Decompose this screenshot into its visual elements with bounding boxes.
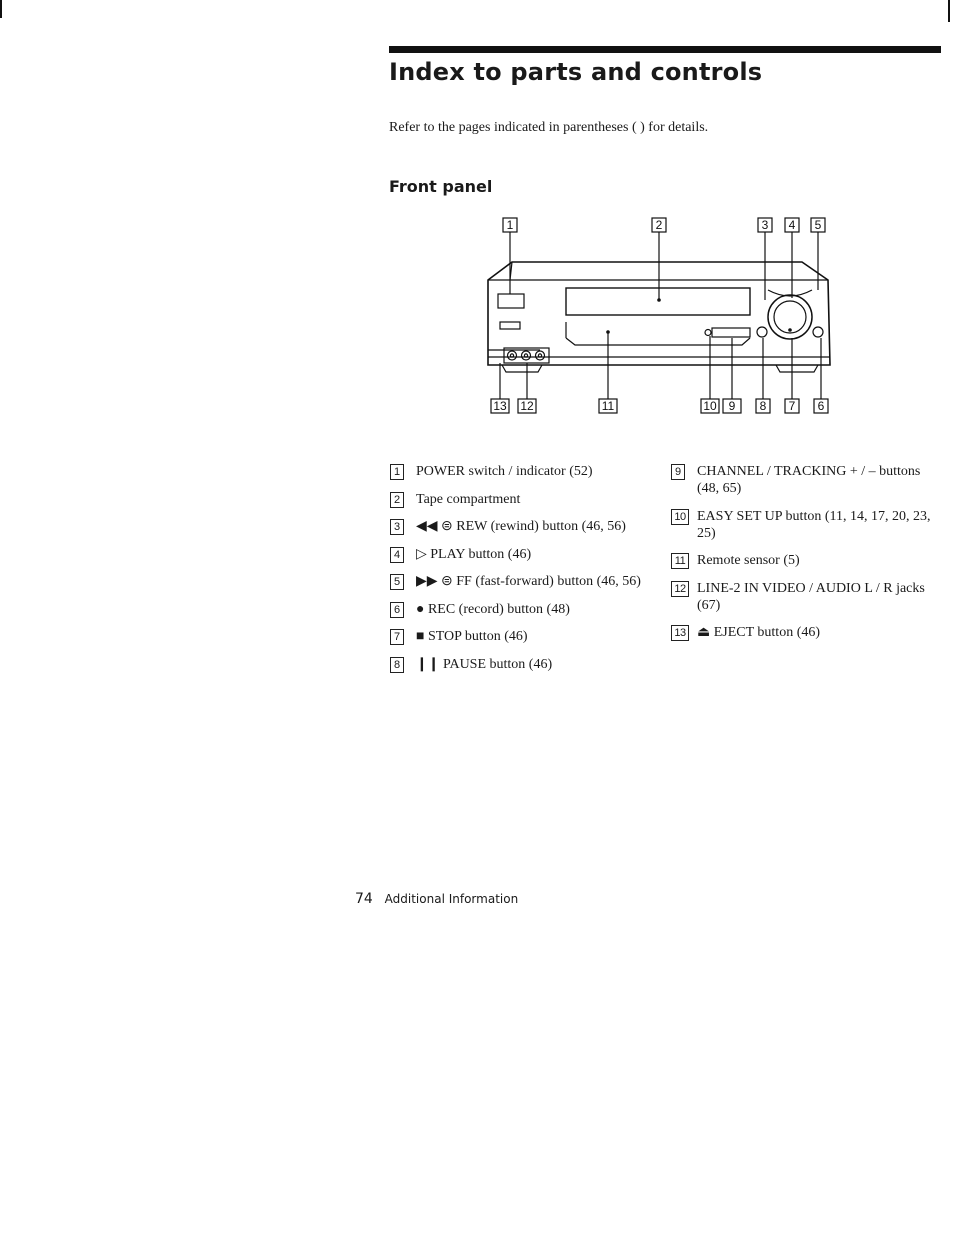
diagram-label-6: 6 [817,399,825,413]
left-edge-mark [0,0,2,18]
diagram-label-5: 5 [814,218,822,232]
list-item [671,580,931,614]
part-number: 13 [671,625,689,641]
part-label: ◀◀ ⊜ REW (rewind) button (46, 56) [416,519,626,534]
diagram-label-12: 12 [520,399,534,413]
part-number: 11 [671,553,689,569]
page-number: 74 [355,891,373,907]
part-label: Remote sensor (5) [697,553,800,568]
list-item [671,624,931,641]
part-label: EASY SET UP button (11, 14, 17, 20, 23, 25) [697,508,931,541]
part-number: 6 [390,602,404,618]
part-label: CHANNEL / TRACKING + / – buttons (48, 65) [697,464,921,496]
part-number: 3 [390,519,404,535]
vcr-front-panel-diagram [480,210,840,420]
diagram-label-1: 1 [506,218,514,232]
parts-list-left [390,463,660,683]
diagram-label-2: 2 [655,218,663,232]
diagram-label-13: 13 [493,399,507,413]
right-edge-mark [948,0,950,22]
part-label: ❙❙ PAUSE button (46) [416,656,553,672]
part-number: 9 [671,464,685,480]
list-item [390,656,660,673]
parts-list-right [671,463,931,652]
list-item [671,552,931,569]
part-number: 1 [390,464,404,480]
part-number: 12 [671,581,689,597]
list-item [390,573,660,590]
part-number: 7 [390,629,404,645]
part-label: ▶▶ ⊜ FF (fast-forward) button (46, 56) [416,574,641,589]
list-item [671,508,931,542]
part-label: ● REC (record) button (48) [416,601,570,617]
list-item [671,463,931,497]
list-item [390,491,660,508]
part-number: 2 [390,492,404,508]
part-label: ■ STOP button (46) [416,629,528,644]
part-label: POWER switch / indicator (52) [416,464,593,479]
list-item [390,546,660,563]
section-heading: Front panel [389,177,493,196]
page-footer [355,891,518,907]
diagram-label-10: 10 [703,399,717,413]
footer-section: Additional Information [384,892,519,906]
part-label: Tape compartment [416,491,521,507]
diagram-label-4: 4 [788,218,796,232]
diagram-label-11: 11 [601,399,615,413]
diagram-label-9: 9 [728,399,736,413]
part-label: ▷ PLAY button (46) [416,546,532,562]
page-title: Index to parts and controls [389,58,763,86]
part-number: 5 [390,574,404,590]
part-number: 8 [390,657,404,673]
part-label: ⏏ EJECT button (46) [697,625,821,640]
diagram-label-7: 7 [788,399,796,413]
list-item [390,628,660,645]
part-number: 10 [671,509,689,525]
list-item [390,463,660,480]
intro-text: Refer to the pages indicated in parentheses ( ) for details. [389,120,709,135]
part-label: LINE-2 IN VIDEO / AUDIO L / R jacks (67) [697,580,925,613]
diagram-label-3: 3 [761,218,769,232]
list-item [390,518,660,535]
title-rule [389,46,941,53]
list-item [390,601,660,618]
part-number: 4 [390,547,404,563]
diagram-label-8: 8 [759,399,767,413]
